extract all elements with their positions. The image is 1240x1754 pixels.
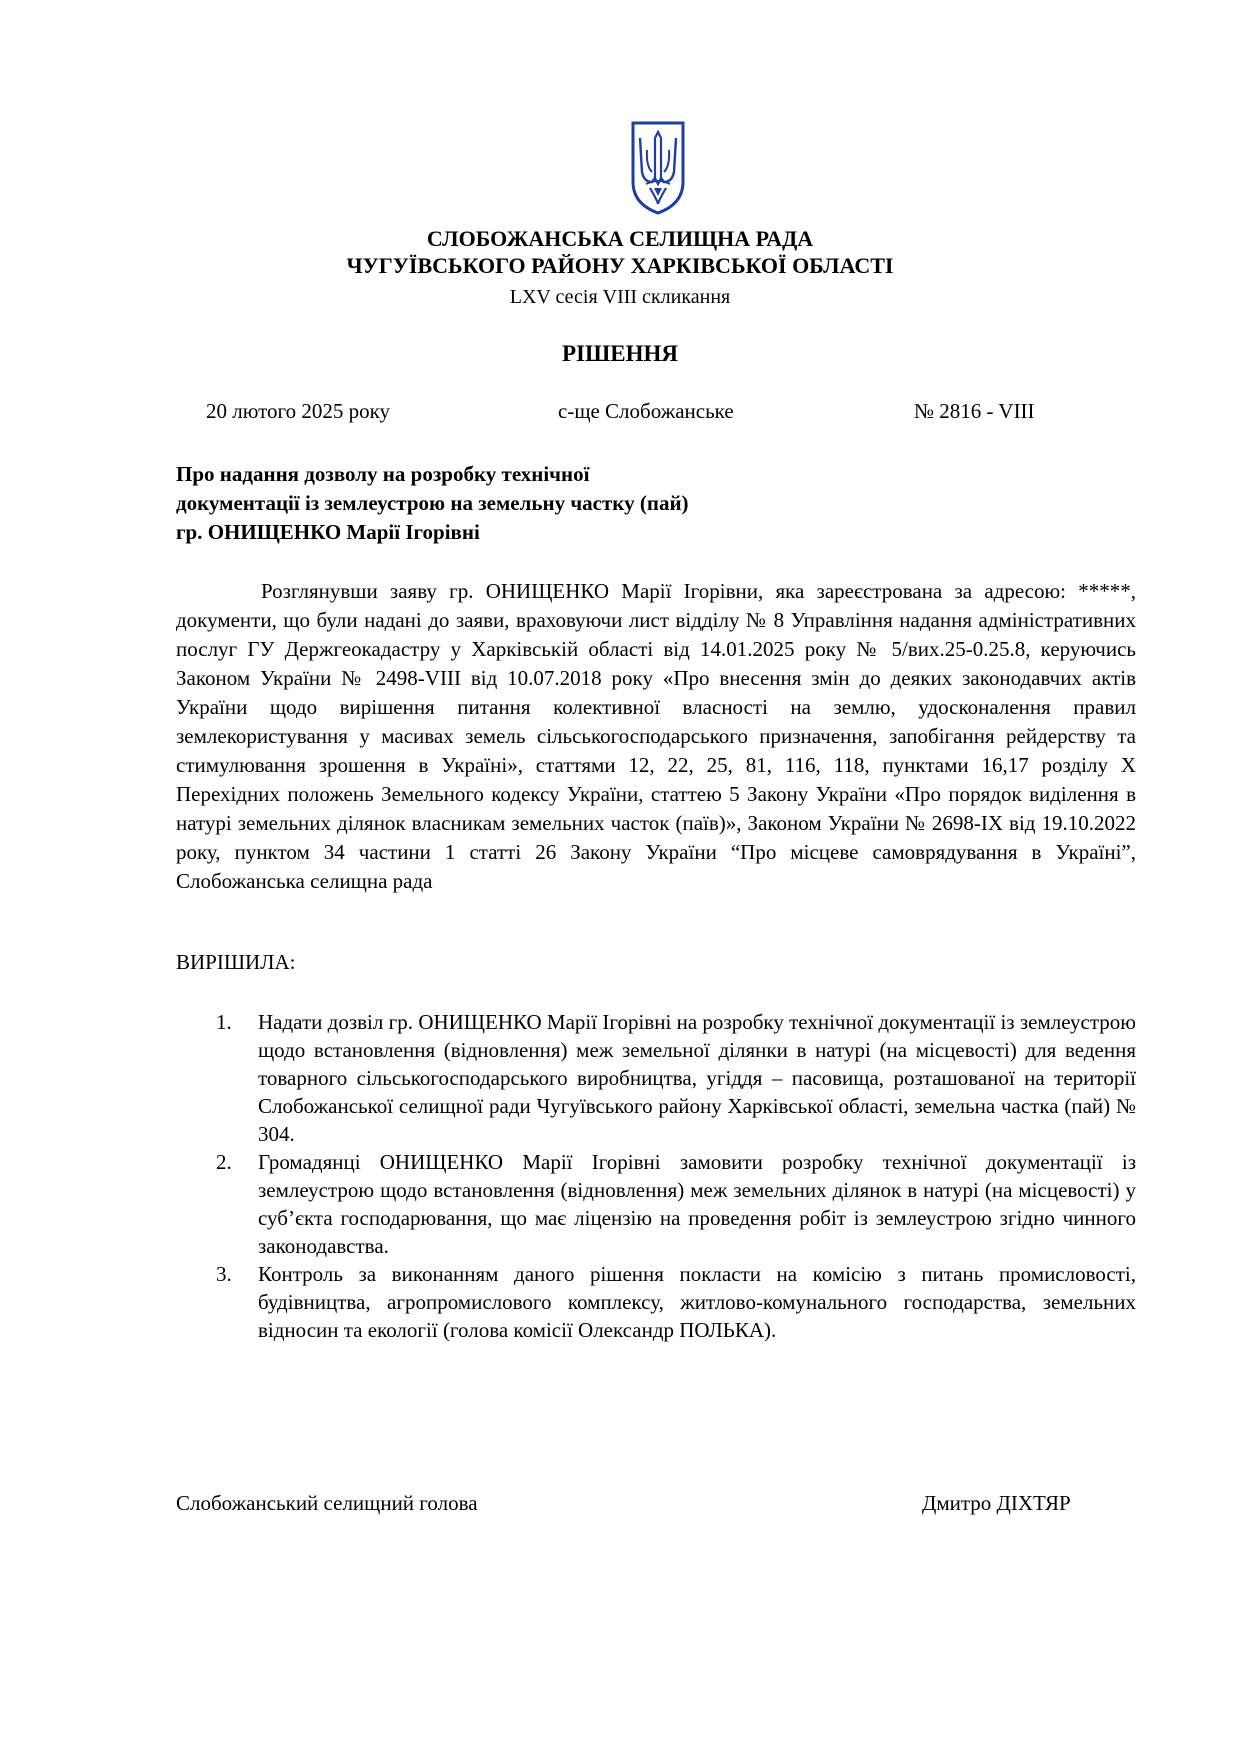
- session-line: LXV сесія VIII скликання: [509, 286, 731, 308]
- decision-place: с-ще Слобожанське: [558, 399, 734, 423]
- district-name: ЧУГУЇВСЬКОГО РАЙОНУ ХАРКІВСЬКОЇ ОБЛАСТІ: [346, 253, 894, 278]
- decision-number: № 2816 - VIII: [914, 399, 1035, 423]
- resolved-heading: ВИРІШИЛА:: [176, 950, 296, 974]
- item-text: Надати дозвіл гр. ОНИЩЕНКО Марії Ігорівні на розробку технічної документації із землеустрою щодо встановлення (відновлення) меж земельної ділянки в натурі (на місцевості) для ведення товарного сільськогосподарського виробництва, угіддя – пасовища, розташованої на території Слобожанської селищної ради Чугуївського району Харківської області, земельна частка (пай) № 304.: [258, 1010, 1136, 1146]
- subject-line: документації із землеустрою на земельну частку (пай): [176, 491, 689, 515]
- list-item: [176, 1260, 1136, 1344]
- item-number: 2.: [216, 1150, 232, 1174]
- item-number: 3.: [216, 1262, 232, 1286]
- signatory-title: Слобожанський селищний голова: [176, 1491, 478, 1515]
- document-type: РІШЕННЯ: [562, 341, 678, 366]
- item-text: Контроль за виконанням даного рішення покласти на комісію з питань промисловості, будівництва, агропромислового комплексу, житлово-комунального господарства, земельних відносин та екології (голова комісії Олександр ПОЛЬКА).: [258, 1262, 1136, 1342]
- list-item: [176, 1148, 1136, 1260]
- subject-line: гр. ОНИЩЕНКО Марії Ігорівні: [176, 520, 480, 544]
- coat-of-arms-icon: [630, 120, 686, 216]
- item-text: Громадянці ОНИЩЕНКО Марії Ігорівні замовити розробку технічної документації із землеустрою щодо встановлення (відновлення) меж земельних ділянок в натурі (на місцевості) у суб’єкта господарювання, що має ліцензію на проведення робіт із землеустрою згідно чинного законодавства.: [258, 1150, 1136, 1258]
- council-name: СЛОБОЖАНСЬКА СЕЛИЩНА РАДА: [426, 226, 814, 251]
- decision-subject: [176, 460, 876, 547]
- subject-line: Про надання дозволу на розробку технічної: [176, 462, 590, 486]
- decision-items: [176, 1008, 1136, 1344]
- signatory-name: Дмитро ДІХТЯР: [922, 1491, 1071, 1515]
- preamble-paragraph: Розглянувши заяву гр. ОНИЩЕНКО Марії Ігорівни, яка зареєстрована за адресою: *****, документи, що були надані до заяви, враховуючи лист відділу № 8 Управління надання адміністративних послуг ГУ Держгеокадастру у Харківській області від 14.01.2025 року № 5/вих.25-0.25.8, керуючись Законом України № 2498-VIII від 10.07.2018 року «Про внесення змін до деяких законодавчих актів України щодо вирішення питання колективної власності на землю, удосконалення правил землекористування у масивах земель сільськогосподарського призначення, запобігання рейдерству та стимулювання зрошення в Україні», статтями 12, 22, 25, 81, 116, 118, пунктами 16,17 розділу Х Перехідних положень Земельного кодексу України, статтею 5 Закону України «Про порядок виділення в натурі земельних ділянок власникам земельних часток (паїв)», Законом України № 2698-ІХ від 19.10.2022 року, пунктом 34 частини 1 статті 26 Закону України “Про місцеве самоврядування в Україні”, Слобожанська селищна рада: [176, 579, 1136, 893]
- decision-date: 20 лютого 2025 року: [206, 399, 391, 423]
- list-item: [176, 1008, 1136, 1148]
- item-number: 1.: [216, 1010, 232, 1034]
